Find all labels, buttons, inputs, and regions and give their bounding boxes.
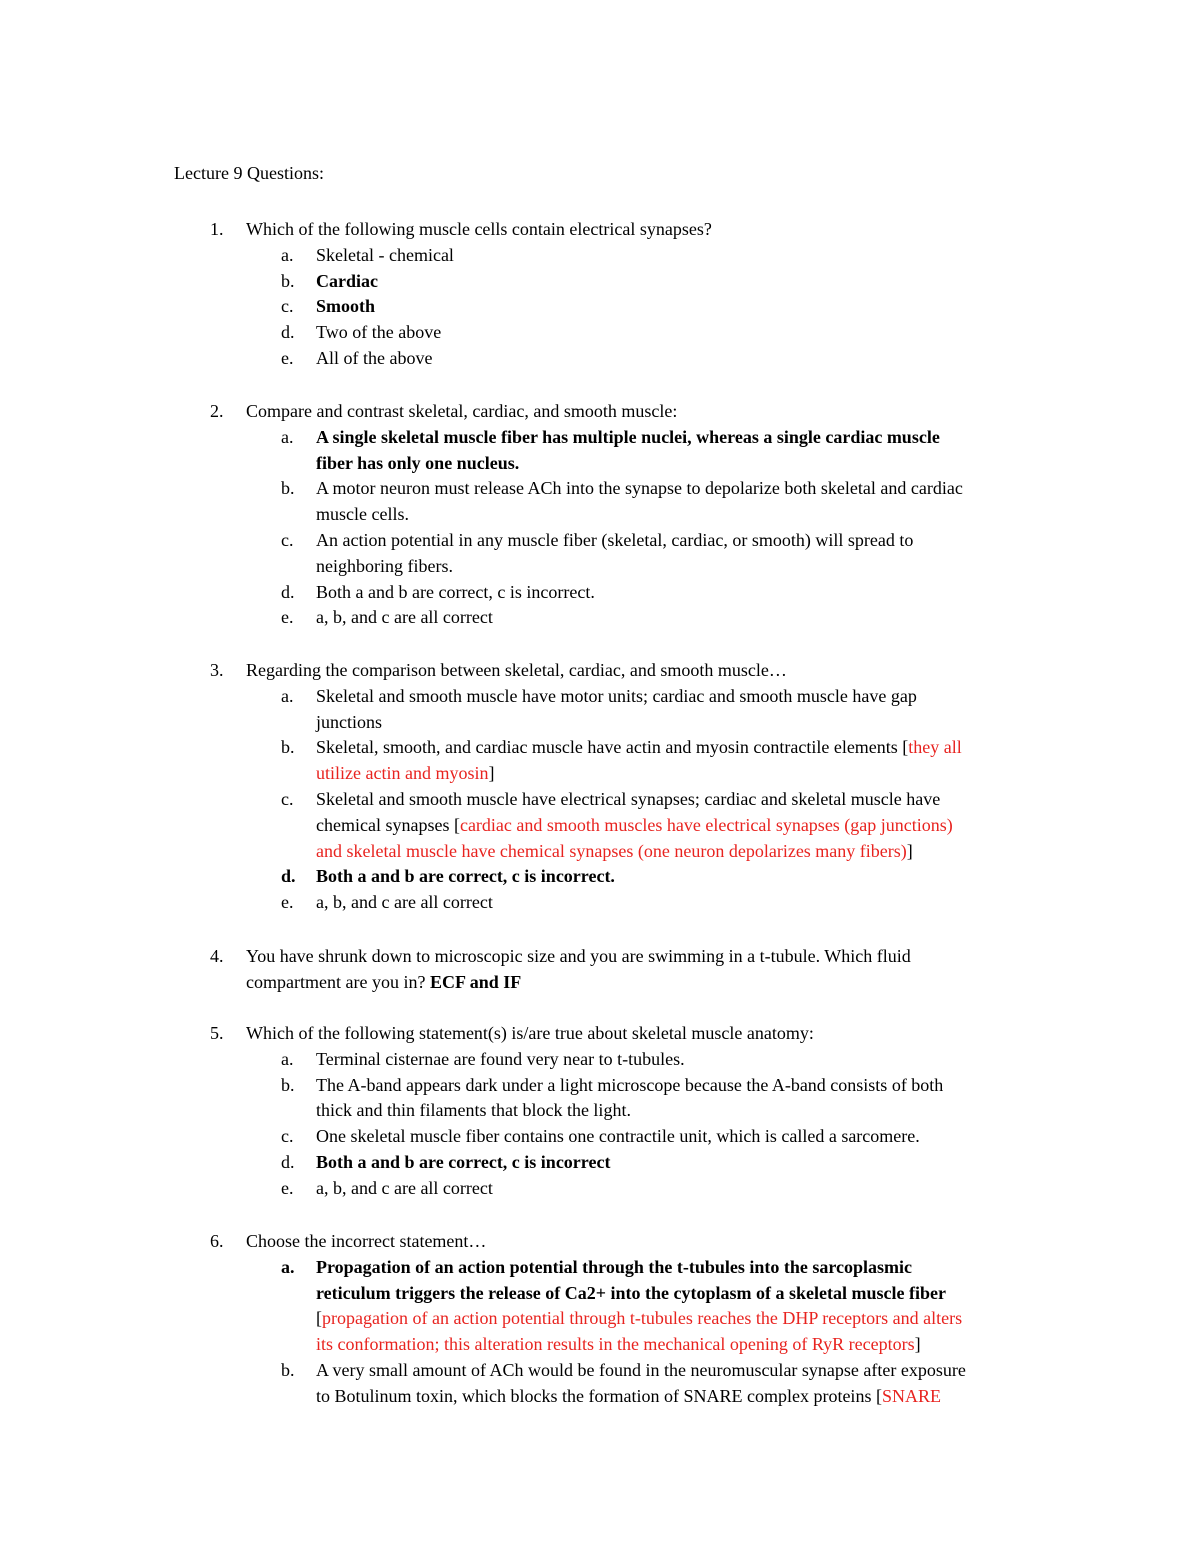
question-number: 1. bbox=[210, 219, 224, 239]
question-text: Compare and contrast skeletal, cardiac, and smooth muscle: bbox=[246, 401, 678, 421]
page-title: Lecture 9 Questions: bbox=[174, 163, 324, 183]
question-text: Which of the following statement(s) is/are true about skeletal muscle anatomy: bbox=[246, 1023, 814, 1043]
question-number: 2. bbox=[210, 401, 224, 421]
question-text: You have shrunk down to microscopic size and you are swimming in a t-tubule. Which fluid bbox=[246, 946, 911, 966]
option-b: b. A motor neuron must release ACh into the synapse to depolarize both skeletal and cardiac muscle cells. bbox=[281, 478, 963, 525]
option-c: c. Skeletal and smooth muscle have electrical synapses; cardiac and skeletal muscle have chemical synapses [cardiac and smooth muscles have electrical synapses (gap junctions) and skeletal muscle have chemical synapses (one neuron depolarizes many fibers)] bbox=[281, 788, 953, 861]
question-3 bbox=[174, 658, 1044, 916]
option-a: a. Skeletal - chemical bbox=[281, 244, 454, 265]
option-b: b. Cardiac bbox=[281, 270, 378, 291]
option-a: a. Propagation of an action potential through the t-tubules into the sarcoplasmic reticulum triggers the release of Ca2+ into the cytoplasm of a skeletal muscle fiber [propagation of an action potential through t-tubules reaches the DHP receptors and alters its conformation; this alteration results in the mechanical opening of RyR receptors] bbox=[281, 1256, 963, 1355]
option-e: e. a, b, and c are all correct bbox=[281, 1177, 493, 1198]
answer: ECF and IF bbox=[429, 971, 522, 992]
question-6 bbox=[174, 1229, 1044, 1410]
option-a: a. Skeletal and smooth muscle have motor units; cardiac and smooth muscle have gap junctions bbox=[281, 685, 917, 732]
answer-note: its conformation; this alteration results in the mechanical opening of RyR receptors bbox=[316, 1334, 915, 1355]
option-e: e. All of the above bbox=[281, 347, 433, 368]
question-number: 6. bbox=[210, 1231, 224, 1251]
option-c: c. An action potential in any muscle fiber (skeletal, cardiac, or smooth) will spread to neighboring fibers. bbox=[281, 529, 914, 576]
answer-note: they all bbox=[908, 737, 962, 758]
option-b: b. The A-band appears dark under a light microscope because the A-band consists of both thick and thin filaments that block the light. bbox=[281, 1074, 944, 1121]
question-number: 5. bbox=[210, 1023, 224, 1043]
question-number: 3. bbox=[210, 660, 224, 680]
question-1 bbox=[174, 217, 1044, 372]
question-text: Regarding the comparison between skeletal, cardiac, and smooth muscle… bbox=[246, 660, 787, 680]
option-a: a. Terminal cisternae are found very near to t-tubules. bbox=[281, 1048, 685, 1069]
option-c: c. One skeletal muscle fiber contains one contractile unit, which is called a sarcomere. bbox=[281, 1126, 920, 1147]
answer-note: propagation of an action potential through t-tubules reaches the DHP receptors and alters bbox=[322, 1308, 963, 1329]
question-4: 4. You have shrunk down to microscopic size and you are swimming in a t-tubule. Which fluid compartment are you in? ECF and IF bbox=[174, 944, 1044, 996]
option-d: d. Both a and b are correct, c is incorrect. bbox=[281, 581, 595, 602]
option-d: d. Both a and b are correct, c is incorrect. bbox=[281, 866, 615, 887]
answer-note: SNARE bbox=[881, 1385, 941, 1406]
answer-note: and skeletal muscle have chemical synapses (one neuron depolarizes many fibers) bbox=[316, 840, 907, 861]
answer-note: utilize actin and myosin bbox=[316, 763, 489, 784]
question-number: 4. bbox=[210, 946, 224, 966]
question-text: Which of the following muscle cells contain electrical synapses? bbox=[246, 219, 712, 239]
option-e: e. a, b, and c are all correct bbox=[281, 892, 493, 913]
option-e: e. a, b, and c are all correct bbox=[281, 607, 493, 628]
question-text: Choose the incorrect statement… bbox=[246, 1231, 487, 1251]
option-b: b. A very small amount of ACh would be found in the neuromuscular synapse after exposure to Botulinum toxin, which blocks the formation of SNARE complex proteins [SNARE bbox=[281, 1359, 966, 1406]
answer-note: cardiac and smooth muscles have electrical synapses (gap junctions) bbox=[459, 814, 953, 835]
option-b: b. Skeletal, smooth, and cardiac muscle have actin and myosin contractile elements [they all utilize actin and myosin] bbox=[281, 737, 962, 784]
question-2 bbox=[174, 399, 1044, 631]
option-a: a. A single skeletal muscle fiber has multiple nuclei, whereas a single cardiac muscle fiber has only one nucleus. bbox=[281, 426, 940, 473]
question-5 bbox=[174, 1021, 1044, 1202]
option-d: d. Both a and b are correct, c is incorrect bbox=[281, 1151, 611, 1172]
option-d: d. Two of the above bbox=[281, 322, 442, 343]
option-c: c. Smooth bbox=[281, 296, 376, 317]
